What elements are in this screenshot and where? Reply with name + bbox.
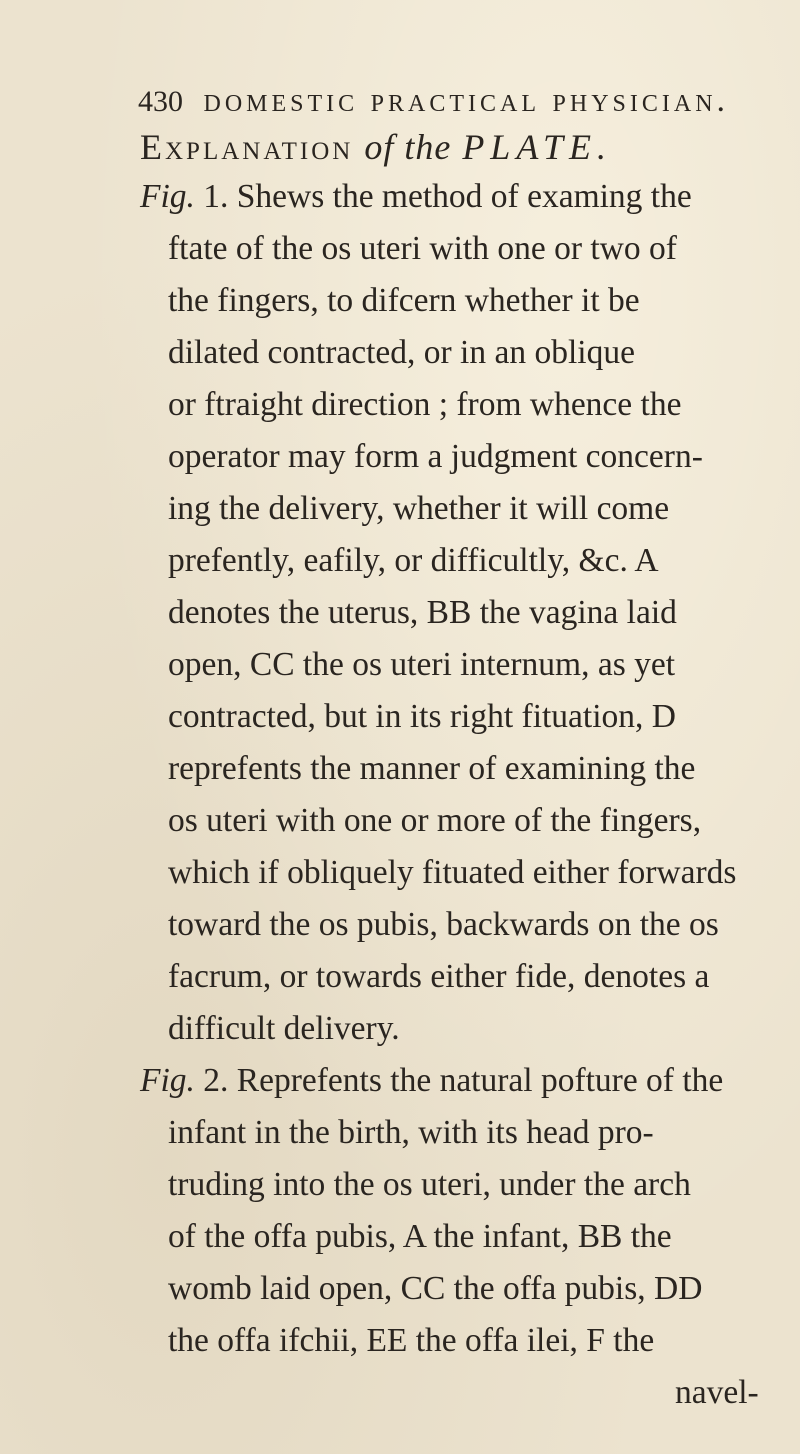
fig-label: Fig.	[140, 178, 195, 215]
text-line-4: dilated contracted, or in an oblique	[168, 334, 635, 371]
text-line-8: prefently, eafily, or difficultly, &c. A	[168, 542, 659, 579]
text-line-11: contracted, but in its right fituation, D	[168, 698, 676, 735]
text-line-13: os uteri with one or more of the fingers,	[168, 802, 702, 839]
text-line-18	[140, 1064, 723, 1098]
section-title	[140, 126, 612, 168]
text-line-5: or ftraight direction ; from whence the	[168, 386, 682, 423]
text-line-7: ing the delivery, whether it will come	[168, 490, 670, 527]
text-line-10: open, CC the os uteri internum, as yet	[168, 646, 676, 683]
text-line-3: the fingers, to difcern whether it be	[168, 282, 640, 319]
text-line-22: womb laid open, CC the offa pubis, DD	[168, 1270, 703, 1307]
text-line-2: ftate of the os uteri with one or two of	[168, 230, 677, 267]
text-line-23: the offa ifchii, EE the offa ilei, F the	[168, 1322, 655, 1359]
text-line-17: difficult delivery.	[168, 1010, 400, 1047]
running-head	[138, 82, 729, 120]
line-text: 1. Shews the method of examing the	[194, 178, 692, 215]
text-line-21: of the offa pubis, A the infant, BB the	[168, 1218, 672, 1255]
text-line-15: toward the os pubis, backwards on the os	[168, 906, 719, 943]
text-line-19: infant in the birth, with its head pro-	[168, 1114, 654, 1151]
text-line-9: denotes the uterus, BB the vagina laid	[168, 594, 677, 631]
fig-label: Fig.	[140, 1062, 195, 1099]
page-number: 430	[138, 85, 183, 118]
line-text: 2. Reprefents the natural pofture of the	[194, 1062, 724, 1099]
text-line-16: facrum, or towards either fide, denotes a	[168, 958, 710, 995]
text-line-1	[140, 180, 692, 214]
text-line-20: truding into the os uteri, under the arch	[168, 1166, 691, 1203]
text-line-12: reprefents the manner of examining the	[168, 750, 696, 787]
text-line-14: which if obliquely fituated either forwards	[168, 854, 737, 891]
section-title-plate: PLATE.	[462, 127, 612, 167]
section-title-of-the: of the	[364, 127, 452, 167]
running-title: domestic practical physician.	[203, 82, 730, 119]
section-title-explanation: Explanation	[140, 127, 354, 167]
text-line-6: operator may form a judgment concern-	[168, 438, 703, 475]
text-line-24: navel-	[675, 1374, 759, 1411]
